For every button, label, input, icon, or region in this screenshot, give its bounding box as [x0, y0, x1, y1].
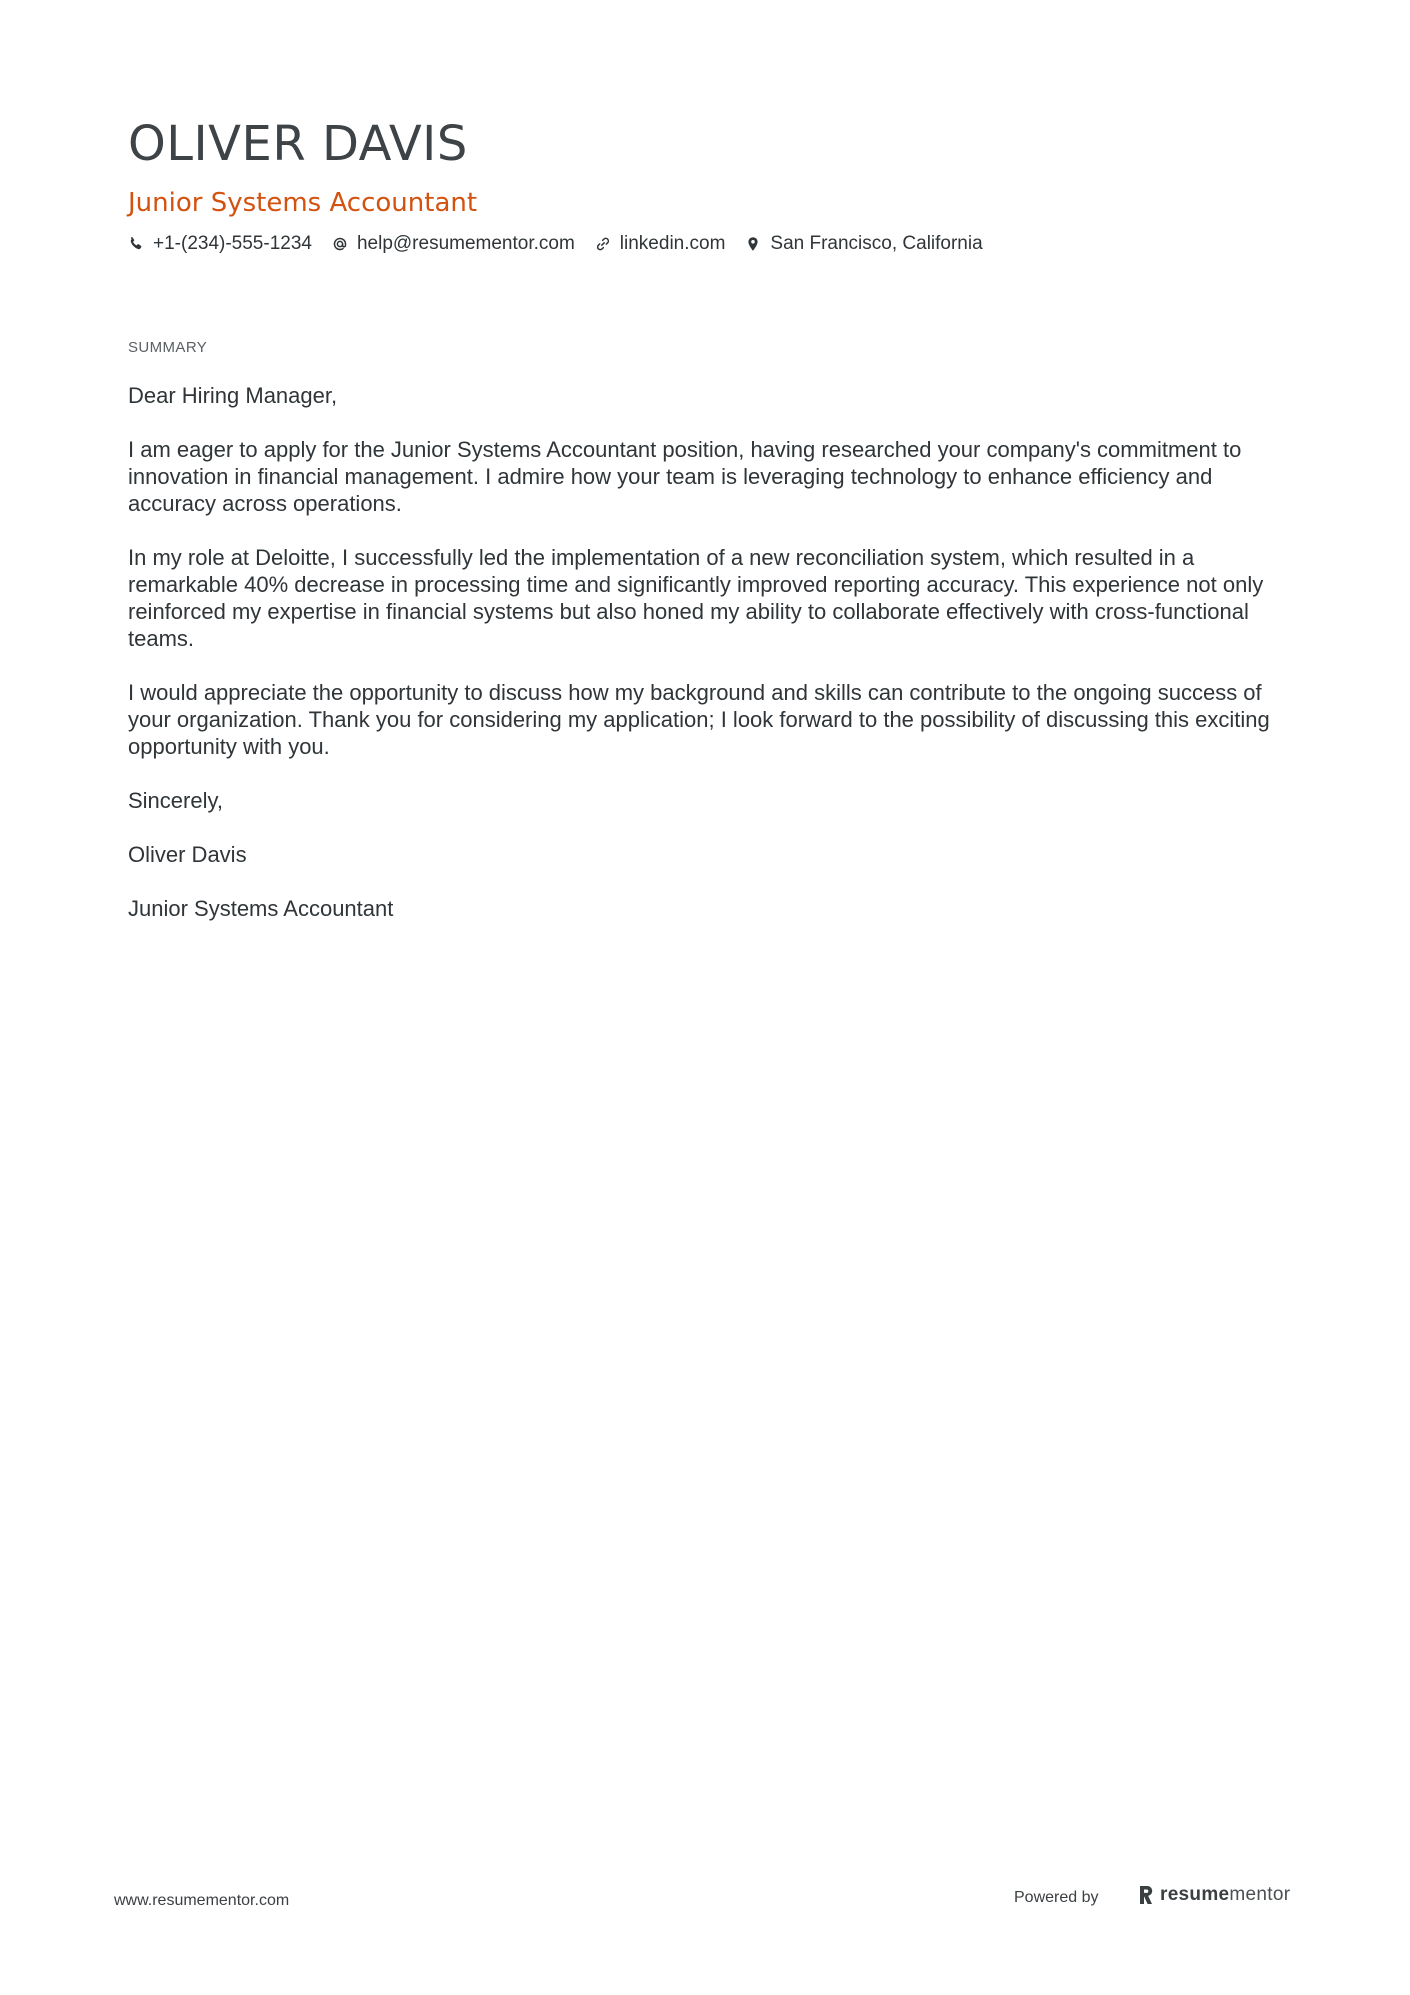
contact-linkedin[interactable]: [595, 232, 726, 256]
at-icon: [332, 236, 348, 252]
footer-website-link[interactable]: www.resumementor.com: [114, 1892, 290, 1909]
link-icon: [595, 236, 611, 252]
footer-brand-logo[interactable]: [1138, 1884, 1290, 1906]
contact-email[interactable]: [332, 232, 575, 256]
contact-phone-text: +1-(234)-555-1234: [153, 233, 312, 254]
letter-closing: Sincerely,: [128, 788, 223, 813]
header: [128, 116, 1288, 256]
contact-phone: [128, 232, 312, 256]
location-pin-icon: [745, 236, 761, 252]
candidate-name: OLIVER DAVIS: [128, 116, 468, 172]
letter-paragraph: In my role at Deloitte, I successfully led the implementation of a new reconciliation system, which resulted in a remarkable 40% decrease in processing time and significantly improved reporting accuracy. This experience not only reinforced my expertise in financial systems but also honed my ability to collaborate effectively with cross-functional teams.: [128, 545, 1264, 651]
contact-location: [745, 232, 982, 256]
signature-title: Junior Systems Accountant: [128, 896, 394, 921]
contact-email-text[interactable]: help@resumementor.com: [356, 233, 575, 254]
letter-paragraph: I am eager to apply for the Junior Systems Accountant position, having researched your company's commitment to innovation in financial management. I admire how your team is leveraging technology to enhance efficiency and accuracy across operations.: [128, 437, 1242, 516]
brand-name-part2: mentor: [1229, 1884, 1291, 1905]
brand-name-part1: resume: [1160, 1884, 1230, 1905]
footer-powered-by: Powered by: [1014, 1889, 1099, 1906]
resumementor-logo-icon: [1138, 1884, 1154, 1906]
contact-bar: [128, 232, 1288, 256]
section-label-summary: SUMMARY: [128, 339, 208, 356]
candidate-role: Junior Systems Accountant: [128, 188, 478, 218]
letter-salutation: Dear Hiring Manager,: [128, 383, 338, 408]
contact-location-text: San Francisco, California: [770, 233, 983, 254]
letter-body: [128, 382, 1288, 949]
contact-linkedin-text[interactable]: linkedin.com: [619, 233, 726, 254]
letter-paragraph: I would appreciate the opportunity to discuss how my background and skills can contribute to the ongoing success of your organization. Thank you for considering my application; I look forward to the possibility of discussing this exciting opportunity with you.: [128, 680, 1270, 759]
phone-icon: [128, 236, 144, 252]
signature-name: Oliver Davis: [128, 842, 247, 867]
